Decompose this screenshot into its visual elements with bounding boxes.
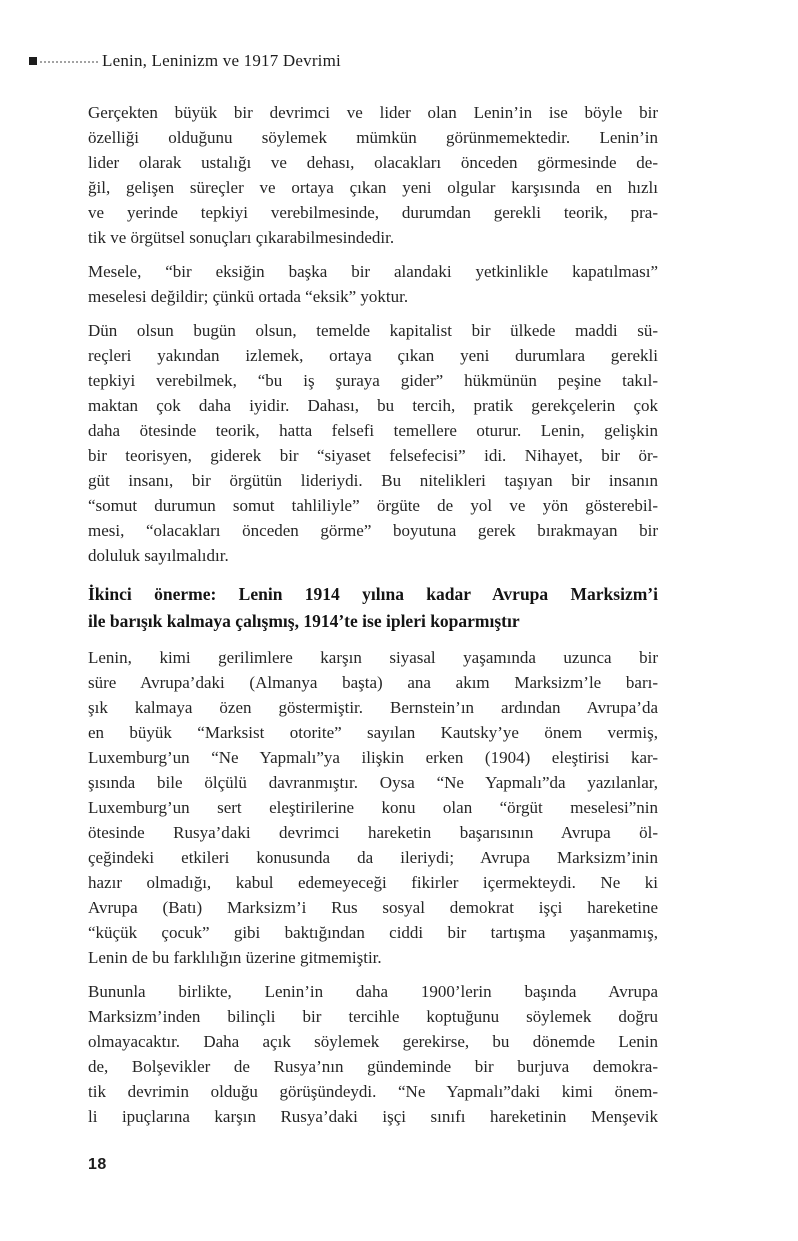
text-line: özelliği olduğunu söylemek mümkün görünmemektedir. Lenin’in: [88, 128, 658, 147]
text-line: güt insanı, bir örgütün lideriydi. Bu nitelikleri taşıyan bir insanın: [88, 471, 658, 490]
square-bullet-icon: [29, 57, 37, 65]
text-line: Marksizm’inden bilinçli bir tercihle koptuğunu söylemek doğru: [88, 1007, 658, 1026]
text-line: reçleri yakından izlemek, ortaya çıkan yeni durumlara gerekli: [88, 346, 658, 365]
text-line: İkinci önerme: Lenin 1914 yılına kadar Avrupa Marksizm’i: [88, 584, 658, 604]
text-line: süre Avrupa’daki (Almanya başta) ana akım Marksizm’le barı-: [88, 673, 658, 692]
text-line: doluluk sayılmalıdır.: [88, 546, 229, 565]
text-line: maktan çok daha iyidir. Dahası, bu tercih, pratik gerekçelerin çok: [88, 396, 658, 415]
text-line: Lenin, kimi gerilimlere karşın siyasal yaşamında uzunca bir: [88, 648, 658, 667]
text-line: lider olarak ustalığı ve dehası, olacakları önceden görmesinde de-: [88, 153, 658, 172]
running-head: Lenin, Leninizm ve 1917 Devrimi: [102, 51, 341, 70]
text-line: daha ötesinde teorik, hatta felsefi temellere oturur. Lenin, gelişkin: [88, 421, 658, 440]
text-line: şık kalmaya özen göstermiştir. Bernstein’ın ardından Avrupa’da: [88, 698, 658, 717]
page-content: [88, 100, 658, 1129]
text-line: tepkiyi verebilmek, “bu iş şuraya gider” hükmünün peşine takıl-: [88, 371, 658, 390]
text-line: tik ve örgütsel sonuçları çıkarabilmesindedir.: [88, 228, 395, 247]
text-line: tik devrimin olduğu görüşündeydi. “Ne Yapmalı”daki kimi önem-: [88, 1082, 658, 1101]
page-number: 18: [88, 1156, 107, 1173]
text-line: şısında bile ölçülü davranmıştır. Oysa “Ne Yapmalı”da yazılanlar,: [88, 773, 658, 792]
text-line: ile barışık kalmaya çalışmış, 1914’te ise ipleri koparmıştır: [88, 611, 520, 631]
text-line: Luxemburg’un “Ne Yapmalı”ya ilişkin erken (1904) eleştirisi kar-: [88, 748, 658, 767]
paragraph: [88, 645, 658, 970]
text-line: Avrupa (Batı) Marksizm’i Rus sosyal demokrat işçi hareketine: [88, 898, 658, 917]
text-line: de, Bolşevikler de Rusya’nın gündeminde bir burjuva demokra-: [88, 1057, 658, 1076]
text-line: ğil, gelişen süreçler ve ortaya çıkan yeni olgular karşısında en hızlı: [88, 178, 658, 197]
text-line: mesi, “olacakları önceden görme” boyutuna gerek bırakmayan bir: [88, 521, 658, 540]
text-line: li ipuçlarına karşın Rusya’daki işçi sınıfı hareketinin Menşevik: [88, 1107, 658, 1126]
text-line: ve yerinde tepkiyi verebilmesinde, durumdan gerekli teorik, pra-: [88, 203, 658, 222]
paragraph: [88, 318, 658, 568]
text-line: Lenin de bu farklılığın üzerine gitmemiştir.: [88, 948, 382, 967]
page-header: [0, 0, 798, 70]
text-line: bir teorisyen, giderek bir “siyaset felsefecisi” idi. Nihayet, bir ör-: [88, 446, 658, 465]
text-line: Gerçekten büyük bir devrimci ve lider olan Lenin’in ise böyle bir: [88, 103, 658, 122]
text-line: ötesinde Rusya’daki devrimci hareketin başarısının Avrupa öl-: [88, 823, 658, 842]
text-line: Luxemburg’un sert eleştirilerine konu olan “örgüt meselesi”nin: [88, 798, 658, 817]
text-line: hazır olmadığı, kabul edemeyeceği fikirler içermekteydi. Ne ki: [88, 873, 658, 892]
text-line: meselesi değildir; çünkü ortada “eksik” yoktur.: [88, 287, 409, 306]
text-line: “küçük çocuk” gibi baktığından ciddi bir tartışma yaşanmamış,: [88, 923, 658, 942]
text-line: en büyük “Marksist otorite” sayılan Kautsky’ye önem vermiş,: [88, 723, 658, 742]
paragraph: [88, 979, 658, 1129]
text-line: “somut durumun somut tahliliyle” örgüte de yol ve yön gösterebil-: [88, 496, 658, 515]
text-line: Dün olsun bugün olsun, temelde kapitalist bir ülkede maddi sü-: [88, 321, 658, 340]
dotted-leader-rule: [40, 61, 98, 63]
text-line: Bununla birlikte, Lenin’in daha 1900’lerin başında Avrupa: [88, 982, 658, 1001]
paragraph: [88, 259, 658, 309]
text-line: Mesele, “bir eksiğin başka bir alandaki yetkinlikle kapatılması”: [88, 262, 658, 281]
section-heading: [88, 581, 658, 635]
text-line: çeğindeki etkileri konusunda da ileriydi; Avrupa Marksizm’inin: [88, 848, 658, 867]
text-line: olmayacaktır. Daha açık söylemek gerekirse, bu dönemde Lenin: [88, 1032, 658, 1051]
paragraph: [88, 100, 658, 250]
